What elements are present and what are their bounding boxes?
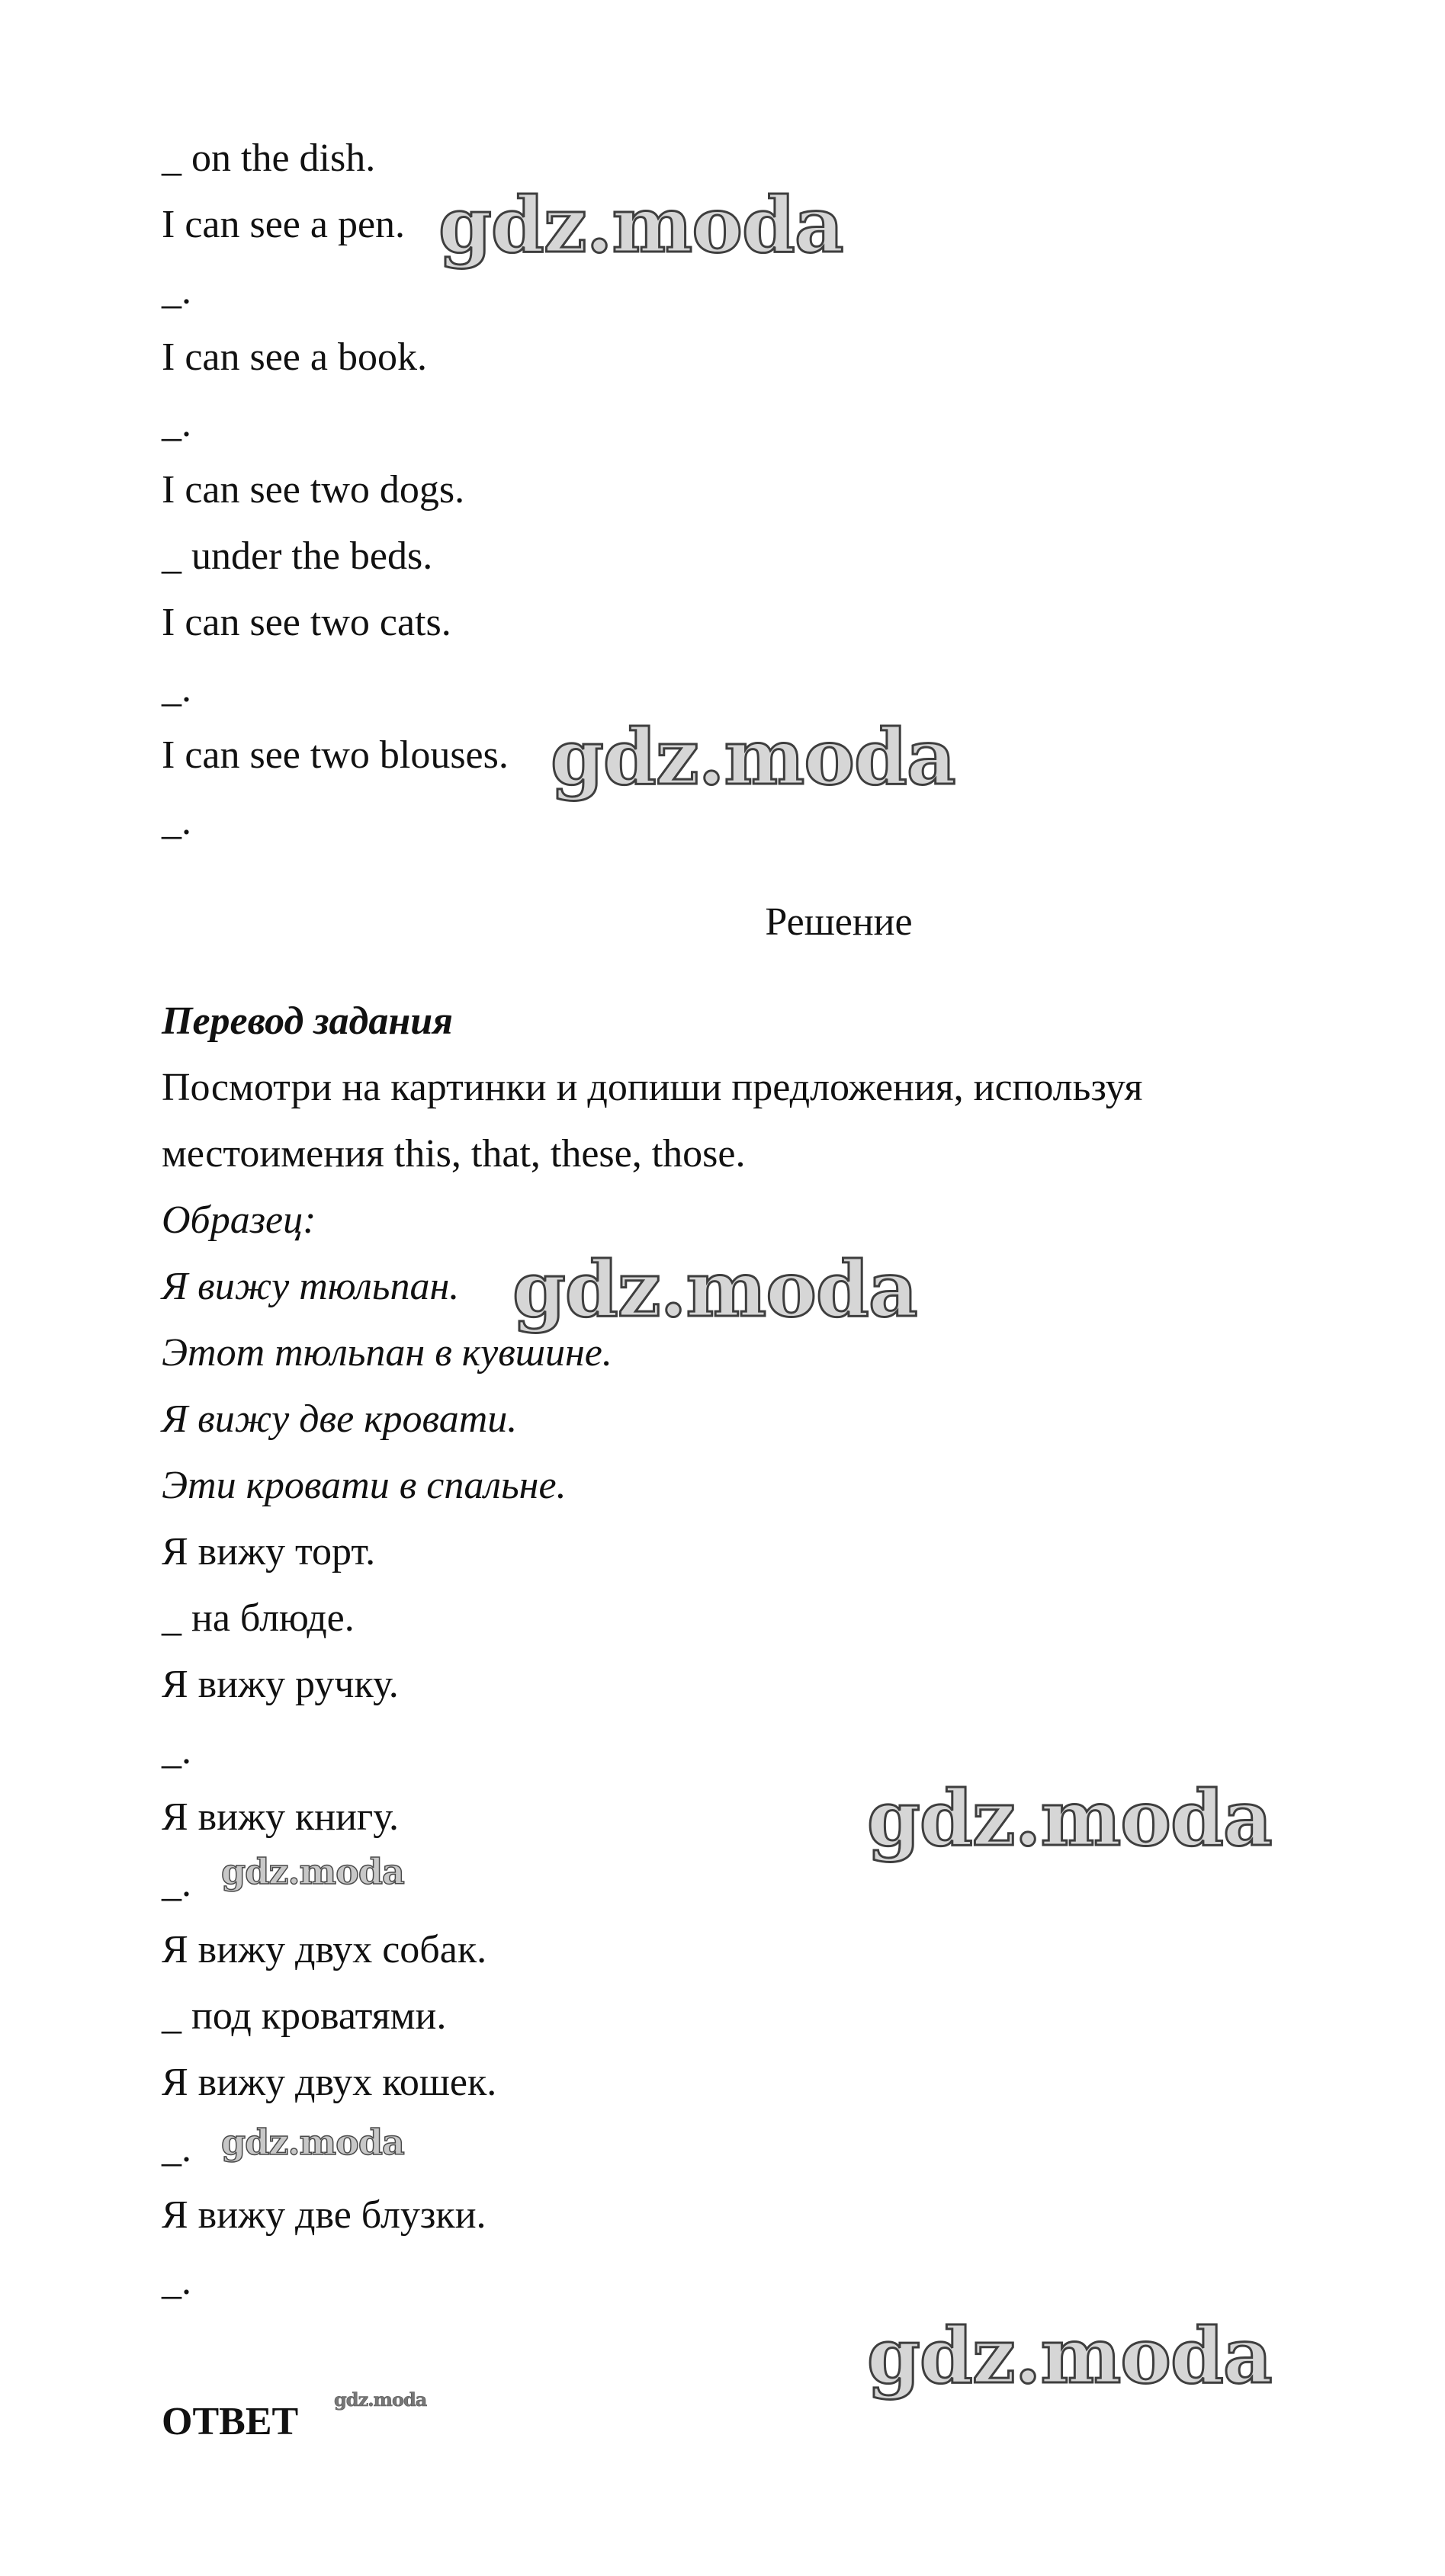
- translation-line: Я вижу двух кошек.: [162, 2061, 497, 2104]
- translation-title: Перевод задания: [162, 999, 453, 1043]
- translation-line: _ под кроватями.: [162, 1994, 447, 2038]
- translation-line: Я вижу книгу.: [162, 1795, 400, 1839]
- watermark-logo: gdz.moda: [551, 712, 955, 802]
- exercise-line: _ on the dish.: [162, 136, 376, 180]
- translation-line: Я вижу торт.: [162, 1530, 376, 1574]
- watermark-logo: gdz.moda: [221, 2122, 404, 2163]
- exercise-line: _.: [162, 402, 191, 445]
- exercise-line: _.: [162, 667, 191, 711]
- example-line: Я вижу тюльпан.: [162, 1265, 460, 1308]
- translation-line: Я вижу ручку.: [162, 1663, 399, 1706]
- translation-line: _ на блюде.: [162, 1596, 355, 1640]
- watermark-logo: gdz.moda: [438, 180, 843, 270]
- example-line: Я вижу две кровати.: [162, 1397, 518, 1441]
- translation-line: _.: [162, 2260, 191, 2303]
- watermark-logo: gdz.moda: [512, 1244, 917, 1334]
- example-label: Образец:: [162, 1198, 316, 1242]
- translation-line: Я вижу двух собак.: [162, 1928, 487, 1971]
- exercise-line: I can see a pen.: [162, 203, 406, 246]
- watermark-logo: gdz.moda: [221, 1851, 404, 1892]
- exercise-line: I can see two cats.: [162, 601, 451, 644]
- example-line: Этот тюльпан в кувшине.: [162, 1331, 612, 1375]
- watermark-logo: gdz.moda: [334, 2388, 427, 2411]
- translation-line: _.: [162, 1862, 191, 1905]
- watermark-logo: gdz.moda: [867, 2311, 1272, 2401]
- translation-line: Я вижу две блузки.: [162, 2193, 486, 2237]
- exercise-line: _ under the beds.: [162, 534, 433, 578]
- instruction-line: Посмотри на картинки и допиши предложения, используя: [162, 1066, 1143, 1109]
- example-line: Эти кровати в спальне.: [162, 1464, 567, 1507]
- exercise-line: I can see a book.: [162, 335, 427, 379]
- answer-heading: ОТВЕТ: [162, 2400, 299, 2443]
- translation-line: _.: [162, 1729, 191, 1772]
- solution-heading: Решение: [765, 900, 913, 944]
- exercise-line: _.: [162, 269, 191, 313]
- instruction-line: местоимения this, that, these, those.: [162, 1132, 746, 1176]
- watermark-logo: gdz.moda: [867, 1773, 1272, 1863]
- translation-line: _.: [162, 2127, 191, 2170]
- exercise-line: I can see two dogs.: [162, 468, 465, 512]
- exercise-line: _.: [162, 800, 191, 843]
- exercise-line: I can see two blouses.: [162, 733, 509, 777]
